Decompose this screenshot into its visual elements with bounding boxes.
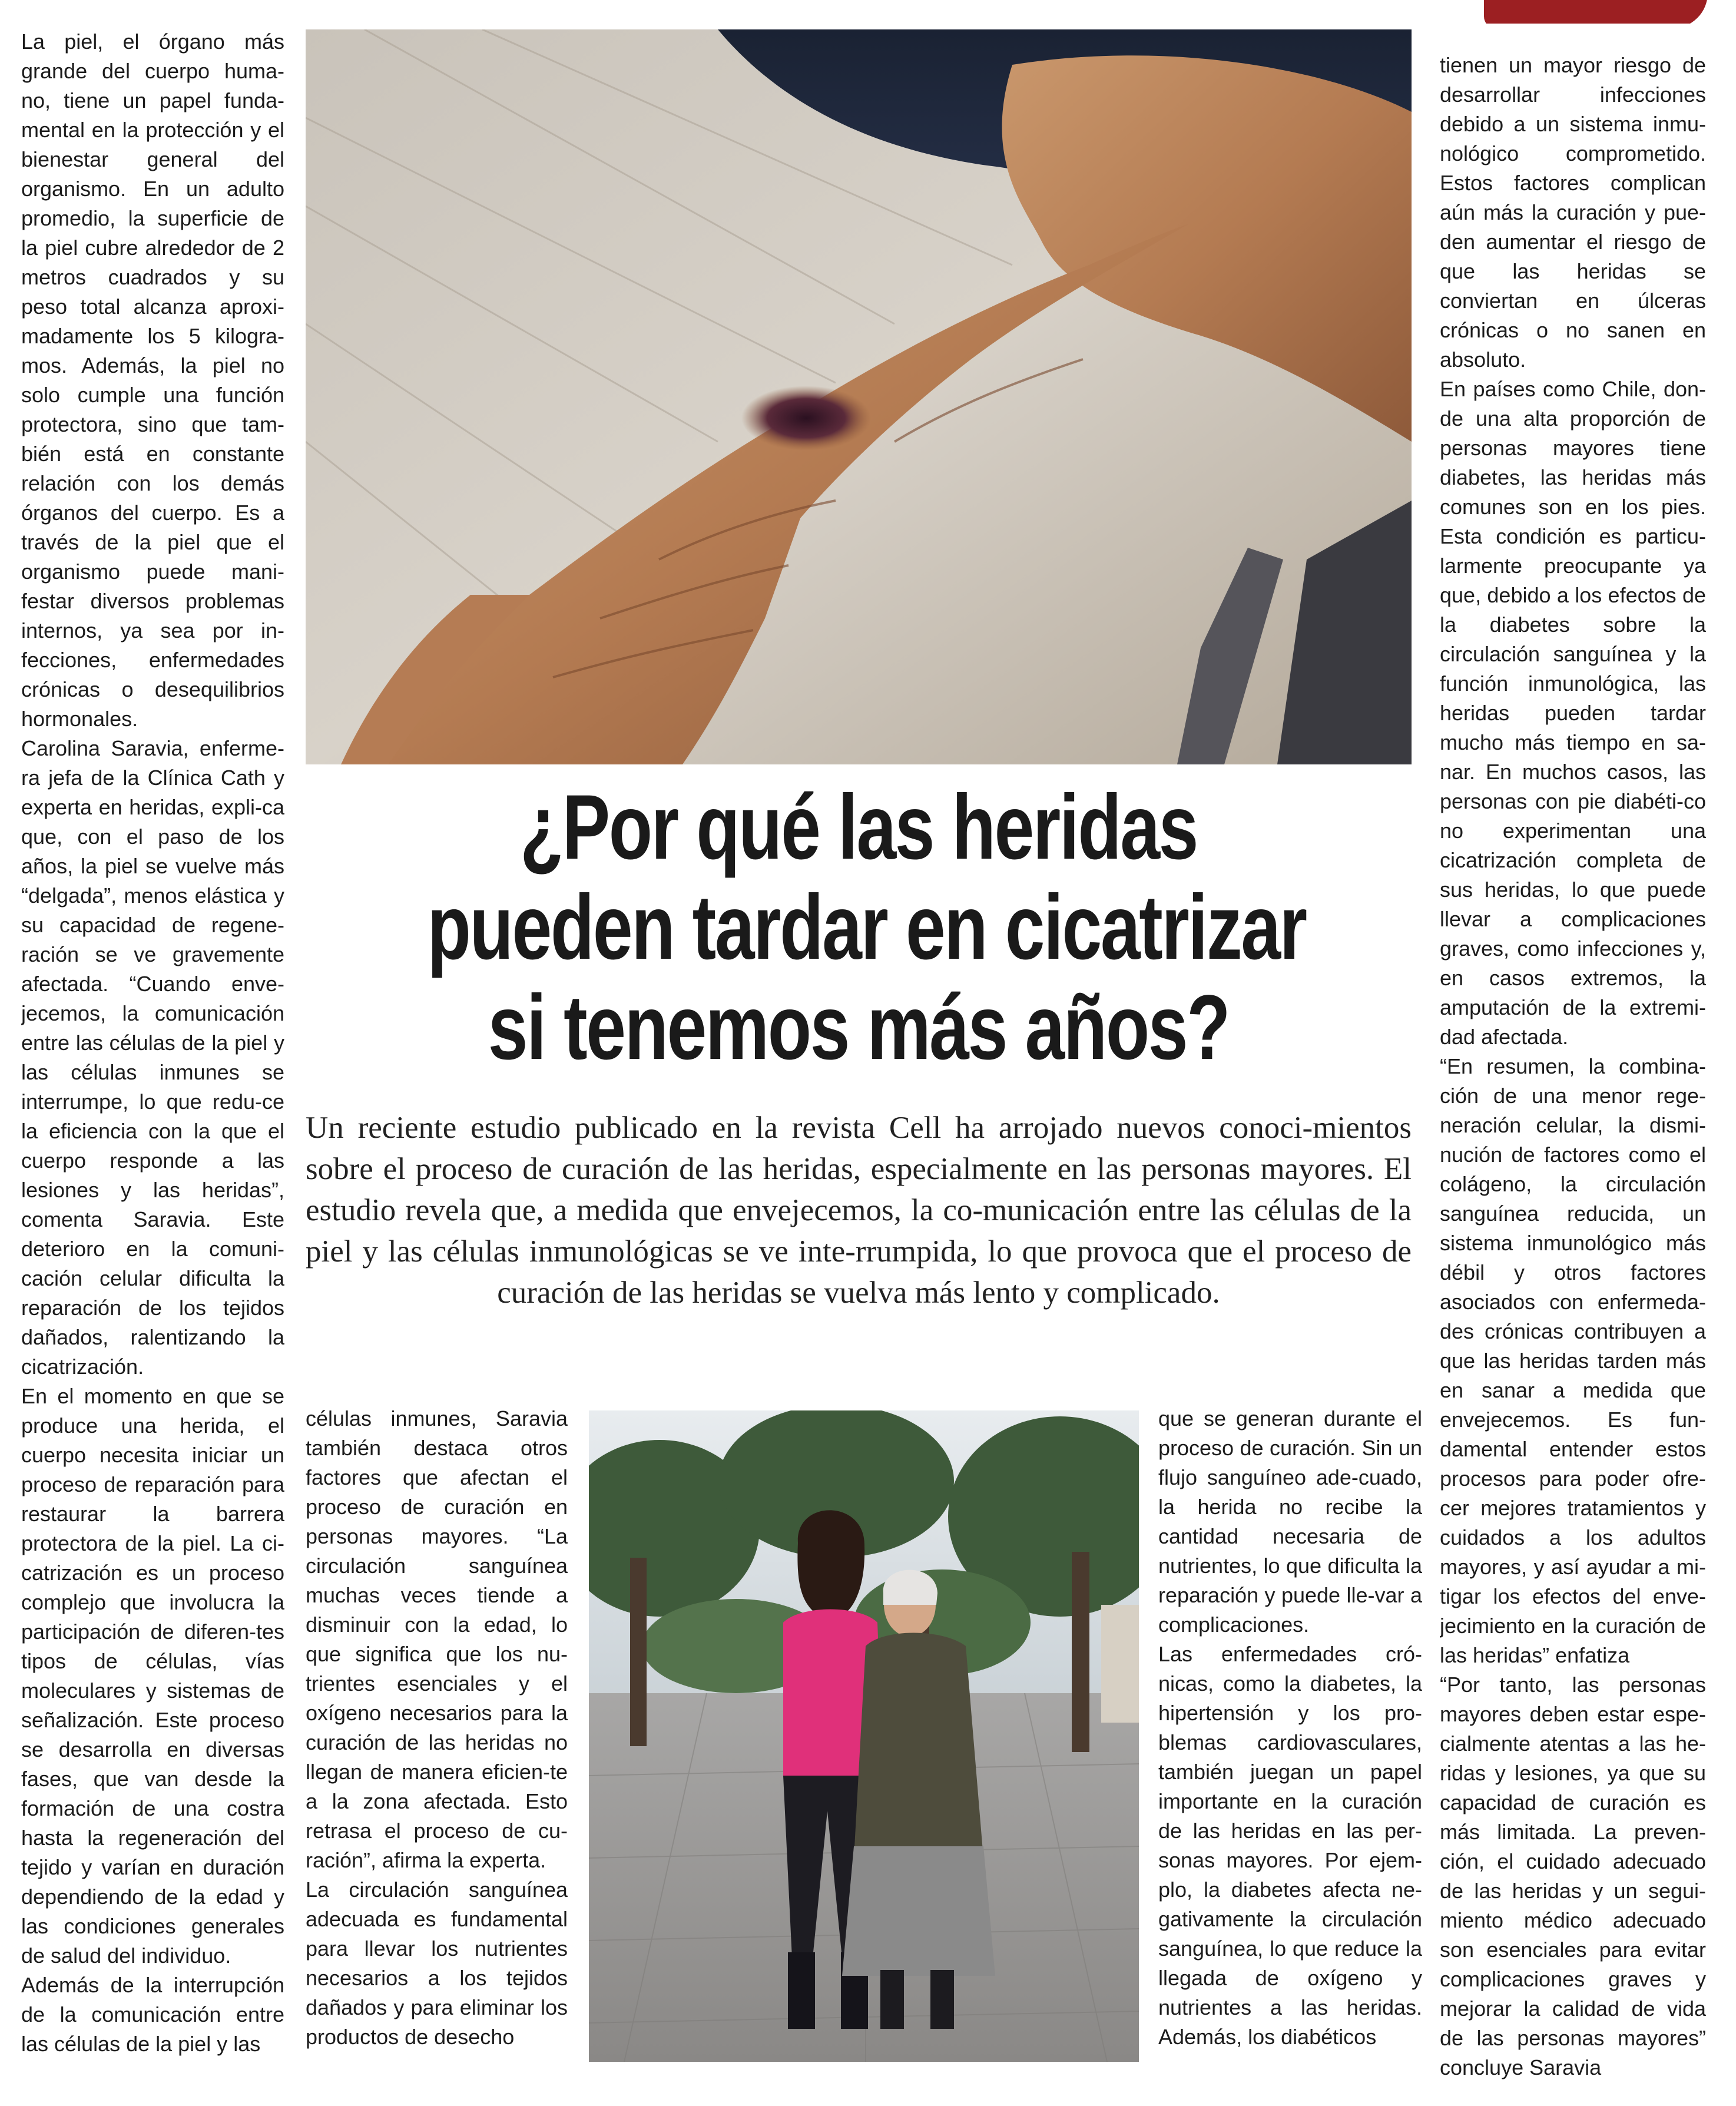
paragraph: En el momento en que se produce una herida, el cuerpo necesita iniciar un proceso de reparación para restaurar la barrera protectora de la piel. La ci-catrización es un proceso complejo que involucra la participación de diferen-tes tipos de células, vías moleculares y sistemas de señalización. Este proceso se desarrolla en diversas fases, que van desde la formación de una costra hasta la regeneración del tejido y varían en duración dependiendo de la edad y las condiciones generales de salud del individuo. bbox=[21, 1384, 284, 1968]
article-column-2 bbox=[306, 1404, 568, 2099]
paragraph: tienen un mayor riesgo de desarrollar infecciones debido a un sistema inmu-nológico comprometido. Estos factores complican aún más la curación y pue-den aumentar el riesgo de que las heridas se conviertan en úlceras crónicas o no sanen en absoluto. bbox=[1440, 53, 1706, 372]
lead-paragraph: Un reciente estudio publicado en la revista Cell ha arrojado nuevos conoci-mientos sobre el proceso de curación de las heridas, especialmente en las personas mayores. El estudio revela que, a medida que envejecemos, la co-municación entre las células de la piel y las células inmunológicas se ve inte-rrumpida, lo que provoca que el proceso de curación de las heridas se vuelva más lento y complicado. bbox=[306, 1111, 1412, 1310]
photo-injured-hand-illustration bbox=[306, 29, 1412, 764]
paragraph: “En resumen, la combina-ción de una menor rege-neración celular, la dismi-nución de factores como el colágeno, la circulación sanguínea reducida, un sistema inmunológico más débil y otros factores asociados con enfermeda-des crónicas contribuyen a que las heridas tarden más en sanar a medida que envejecemos. Es fun-damental entender estos procesos para poder ofre-cer mejores tratamientos y cuidados a los adultos mayores, y así ayudar a mi-tigar los efectos del enve-jecimiento en la curación de las heridas” enfatiza bbox=[1440, 1054, 1706, 1667]
headline-line-3: si tenemos más años? bbox=[488, 976, 1230, 1079]
headline-line-1: ¿Por qué las heridas bbox=[519, 776, 1198, 879]
paragraph: que se generan durante el proceso de curación. Sin un flujo sanguíneo ade-cuado, la herida no recibe la cantidad necesaria de nutrientes, lo que dificulta la reparación y puede lle-var a complicaciones. bbox=[1158, 1406, 1422, 1637]
red-corner-tab bbox=[1484, 0, 1708, 24]
paragraph: Las enfermedades cró-nicas, como la diabetes, la hipertensión y los pro-blemas cardiovasculares, también juegan un papel importante en la curación de las heridas en las per-sonas mayores. Por ejem-plo, la diabetes afecta ne-gativamente la circulación sanguínea, lo que reduce la llegada de oxígeno y nutrientes a las heridas. Además, los diabéticos bbox=[1158, 1642, 1422, 2049]
paragraph: La piel, el órgano más grande del cuerpo huma-no, tiene un papel funda-mental en la protección y el bienestar general del organismo. En un adulto promedio, la superficie de la piel cubre alrededor de 2 metros cuadrados y su peso total alcanza aproxi-madamente los 5 kilogra-mos. Además, la piel no solo cumple una función protectora, sino que tam-bién está en constante relación con los demás órganos del cuerpo. Es a través de la piel que el organismo puede mani-festar diversos problemas internos, ya sea por in-fecciones, enfermedades crónicas o desequilibrios hormonales. bbox=[21, 29, 284, 731]
paragraph: células inmunes, Saravia también destaca otros factores que afectan el proceso de curación en personas mayores. “La circulación sanguínea muchas veces tiende a disminuir con la edad, lo que significa que los nu-trientes esenciales y el oxígeno necesarios para la curación de las heridas no llegan de manera eficien-te a la zona afectada. Esto retrasa el proceso de cu-ración”, afirma la experta. bbox=[306, 1406, 568, 1872]
paragraph: En países como Chile, don-de una alta proporción de personas mayores tiene diabetes, las heridas más comunes son en los pies. Esta condición es particu-larmente preocupante ya que, debido a los efectos de la diabetes sobre la circulación sanguínea y la función inmunológica, las heridas pueden tardar mucho más tiempo en sa-nar. En muchos casos, las personas con pie diabéti-co no experimentan una cicatrización completa de sus heridas, lo que puede llevar a complicaciones graves, como infecciones y, en casos extremos, la amputación de la extremi-dad afectada. bbox=[1440, 377, 1706, 1049]
photo-injured-hand bbox=[306, 29, 1412, 764]
paragraph: Además de la interrupción de la comunicación entre las células de la piel y las bbox=[21, 1973, 284, 2056]
headline bbox=[427, 776, 1306, 1084]
article-column-4 bbox=[1440, 51, 1706, 2100]
article-column-1 bbox=[21, 27, 284, 2100]
paragraph: La circulación sanguínea adecuada es fundamental para llevar los nutrientes necesarios a los tejidos dañados y para eliminar los productos de desecho bbox=[306, 1877, 568, 2049]
article-column-3 bbox=[1158, 1404, 1422, 2099]
headline-line-2: pueden tardar en cicatrizar bbox=[427, 876, 1306, 979]
paragraph: Carolina Saravia, enferme-ra jefa de la Clínica Cath y experta en heridas, expli-ca que, con el paso de los años, la piel se vuelve más “delgada”, menos elástica y su capacidad de regene-ración se ve gravemente afectada. “Cuando enve-jecemos, la comunicación entre las células de la piel y las células inmunes se interrumpe, lo que redu-ce la eficiencia con la que el cuerpo responde a las lesiones y las heridas”, comenta Saravia. Este deterioro en la comuni-cación celular dificulta la reparación de los tejidos dañados, ralentizando la cicatrización. bbox=[21, 736, 284, 1379]
photo-two-women-park-illustration bbox=[589, 1410, 1139, 2062]
top-accent-band bbox=[0, 0, 1736, 24]
photo-two-women-park bbox=[589, 1410, 1139, 2062]
paragraph: “Por tanto, las personas mayores deben estar espe-cialmente atentas a las he-ridas y lesiones, ya que su capacidad de curación es más limitada. La preven-ción, el cuidado adecuado de las heridas y un segui-miento médico adecuado son esenciales para evitar complicaciones graves y mejorar la calidad de vida de las personas mayores” concluye Saravia bbox=[1440, 1673, 1706, 2079]
